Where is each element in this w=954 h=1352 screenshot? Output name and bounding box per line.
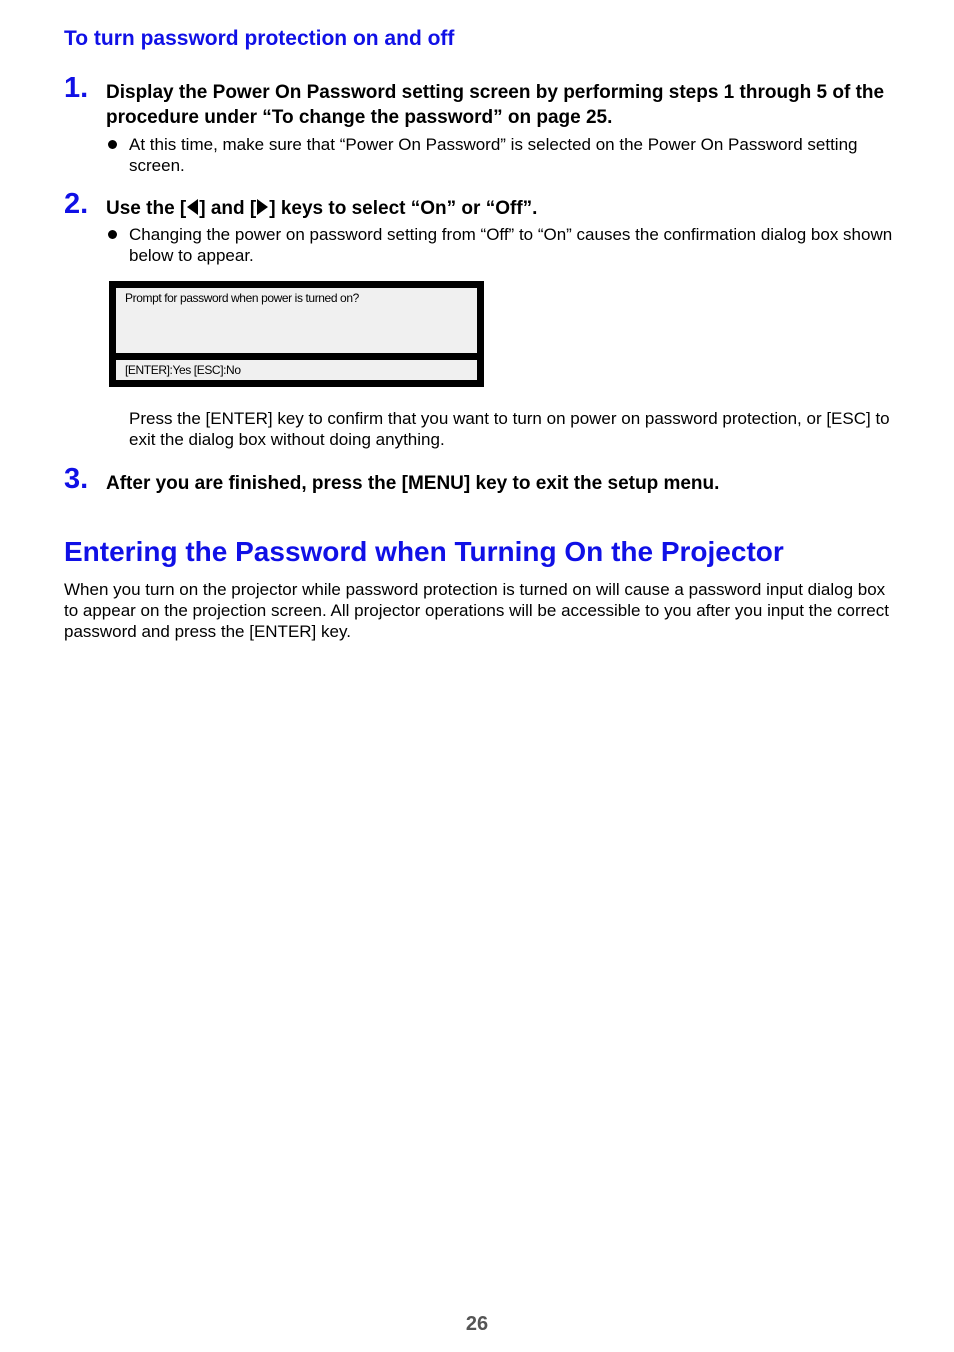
step-text-part: ] and [ [199,198,257,219]
step-text: Display the Power On Password setting screen by performing steps 1 through 5 of the procedure under “To change the password” on page 25. [106,82,885,128]
bullet-dot-icon [108,140,117,149]
step-3 [64,463,894,496]
step-text [106,196,894,221]
step-2-bullet [108,224,898,266]
dialog-footer [116,360,477,380]
step-number: 1. [64,72,89,104]
step-1-bullet [108,134,898,176]
page-number: 26 [465,1313,489,1335]
bullet-text: Changing the power on password setting from “Off” to “On” causes the confirmation dialog box shown below to appear. [129,225,893,265]
step-number: 3. [64,463,89,495]
step-text-part: ] keys to select “On” or “Off”. [269,198,538,219]
dialog-footer-text: [ENTER]:Yes [ESC]:No [125,363,241,377]
section-body: When you turn on the projector while password protection is turned on will cause a password input dialog box to appear on the projection screen. All projector operations will be accessible to you after you input the correct password and press the [ENTER] key. [64,580,889,641]
step-text-part: Use the [ [106,198,187,219]
left-triangle-icon [187,199,198,215]
dialog-prompt: Prompt for password when power is turned on? [125,291,359,305]
bullet-dot-icon [108,230,117,239]
sub-heading: To turn password protection on and off [64,27,455,50]
right-triangle-icon [257,199,268,215]
step-2-note: Press the [ENTER] key to confirm that you want to turn on power on password protection, or [ESC] to exit the dialog box without doing anything. [129,409,890,449]
step-number: 2. [64,188,89,220]
step-2 [64,188,894,221]
confirmation-dialog [109,281,484,387]
step-text: After you are finished, press the [MENU] key to exit the setup menu. [106,473,720,494]
bullet-text: At this time, make sure that “Power On Password” is selected on the Power On Password setting screen. [129,135,858,175]
dialog-body [116,288,477,353]
step-1 [64,72,894,130]
section-heading: Entering the Password when Turning On the Projector [64,536,784,567]
